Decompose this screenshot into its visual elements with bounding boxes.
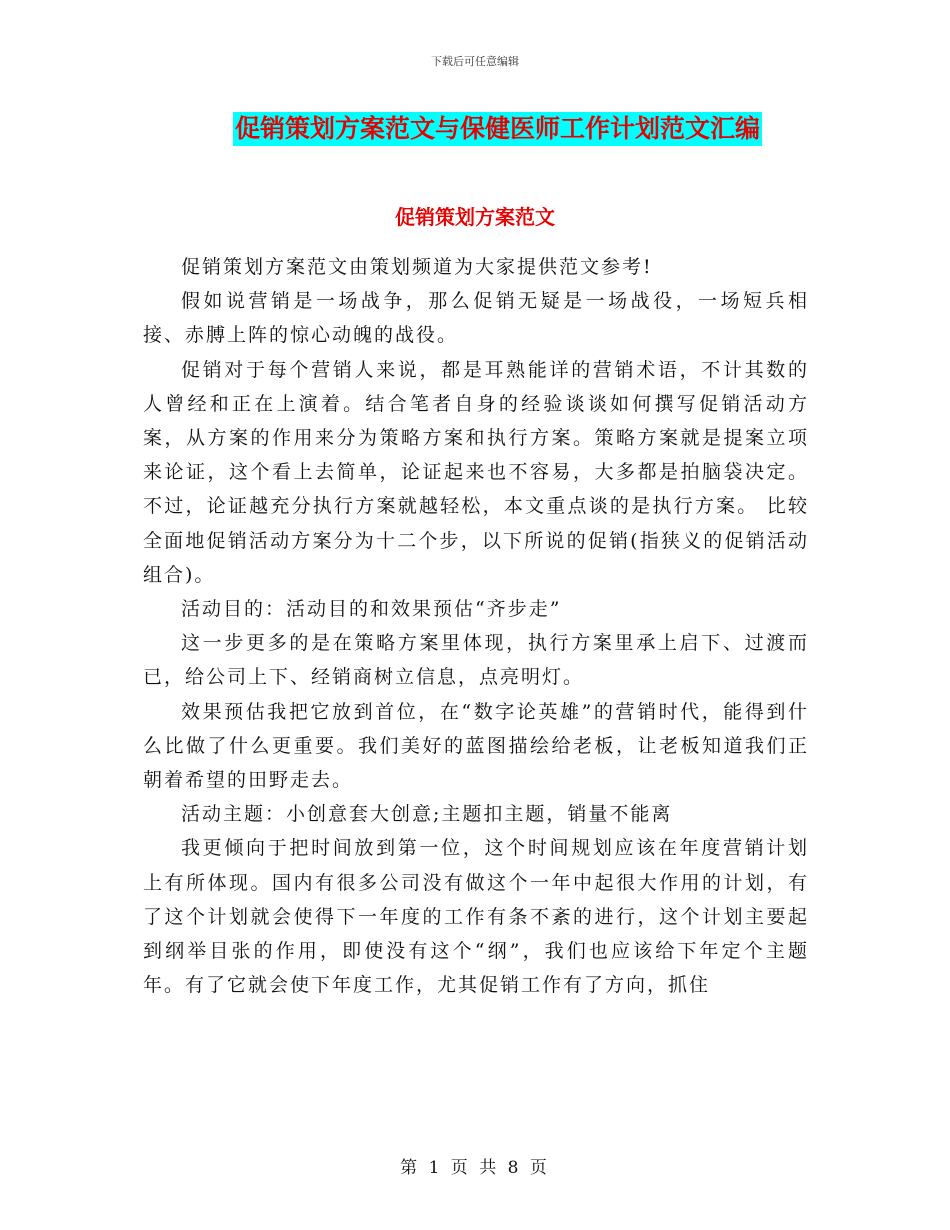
paragraph: 促销对于每个营销人来说，都是耳熟能详的营销术语，不计其数的人曾经和正在上演着。结合笔者自身的经验谈谈如何撰写促销活动方案，从方案的作用来分为策略方案和执行方案。策略方案就是提案立项来论证，这个看上去简单，论证起来也不容易，大多都是拍脑袋决定。不过，论证越充分执行方案就越轻松，本文重点谈的是执行方案。 比较全面地促销活动方案分为十二个步，以下所说的促销(指狭义的促销活动组合)。 [143, 358, 809, 586]
paragraph: 活动目的：活动目的和效果预估“齐步走” [181, 598, 562, 621]
paragraph: 这一步更多的是在策略方案里体现，执行方案里承上启下、过渡而已，给公司上下、经销商树立信息，点亮明灯。 [143, 632, 809, 689]
paragraph: 效果预估我把它放到首位，在“数字论英雄”的营销时代，能得到什么比做了什么更重要。我们美好的蓝图描绘给老板，让老板知道我们正朝着希望的田野走去。 [143, 700, 809, 792]
document-title [0, 112, 950, 146]
page-header-note: 下载后可任意编辑 [431, 55, 519, 68]
paragraph: 活动主题：小创意套大创意;主题扣主题，销量不能离 [181, 803, 673, 826]
paragraph: 假如说营销是一场战争，那么促销无疑是一场战役，一场短兵相接、赤膊上阵的惊心动魄的战役。 [143, 290, 809, 347]
paragraph: 促销策划方案范文由策划频道为大家提供范文参考! [181, 256, 653, 278]
page-number: 第 1 页 共 8 页 [400, 1158, 550, 1178]
section-title: 促销策划方案范文 [395, 205, 555, 229]
paragraph: 我更倾向于把时间放到第一位，这个时间规划应该在年度营销计划上有所体现。国内有很多公司没有做这个一年中起很大作用的计划，有了这个计划就会使得下一年度的工作有条不紊的进行，这个计划主要起到纲举目张的作用，即使没有这个“纲”，我们也应该给下年定个主题年。有了它就会使下年度工作，尤其促销工作有了方向，抓住 [143, 837, 809, 997]
document-body [143, 250, 809, 1002]
document-title-text: 促销策划方案范文与保健医师工作计划范文汇编 [233, 112, 762, 146]
